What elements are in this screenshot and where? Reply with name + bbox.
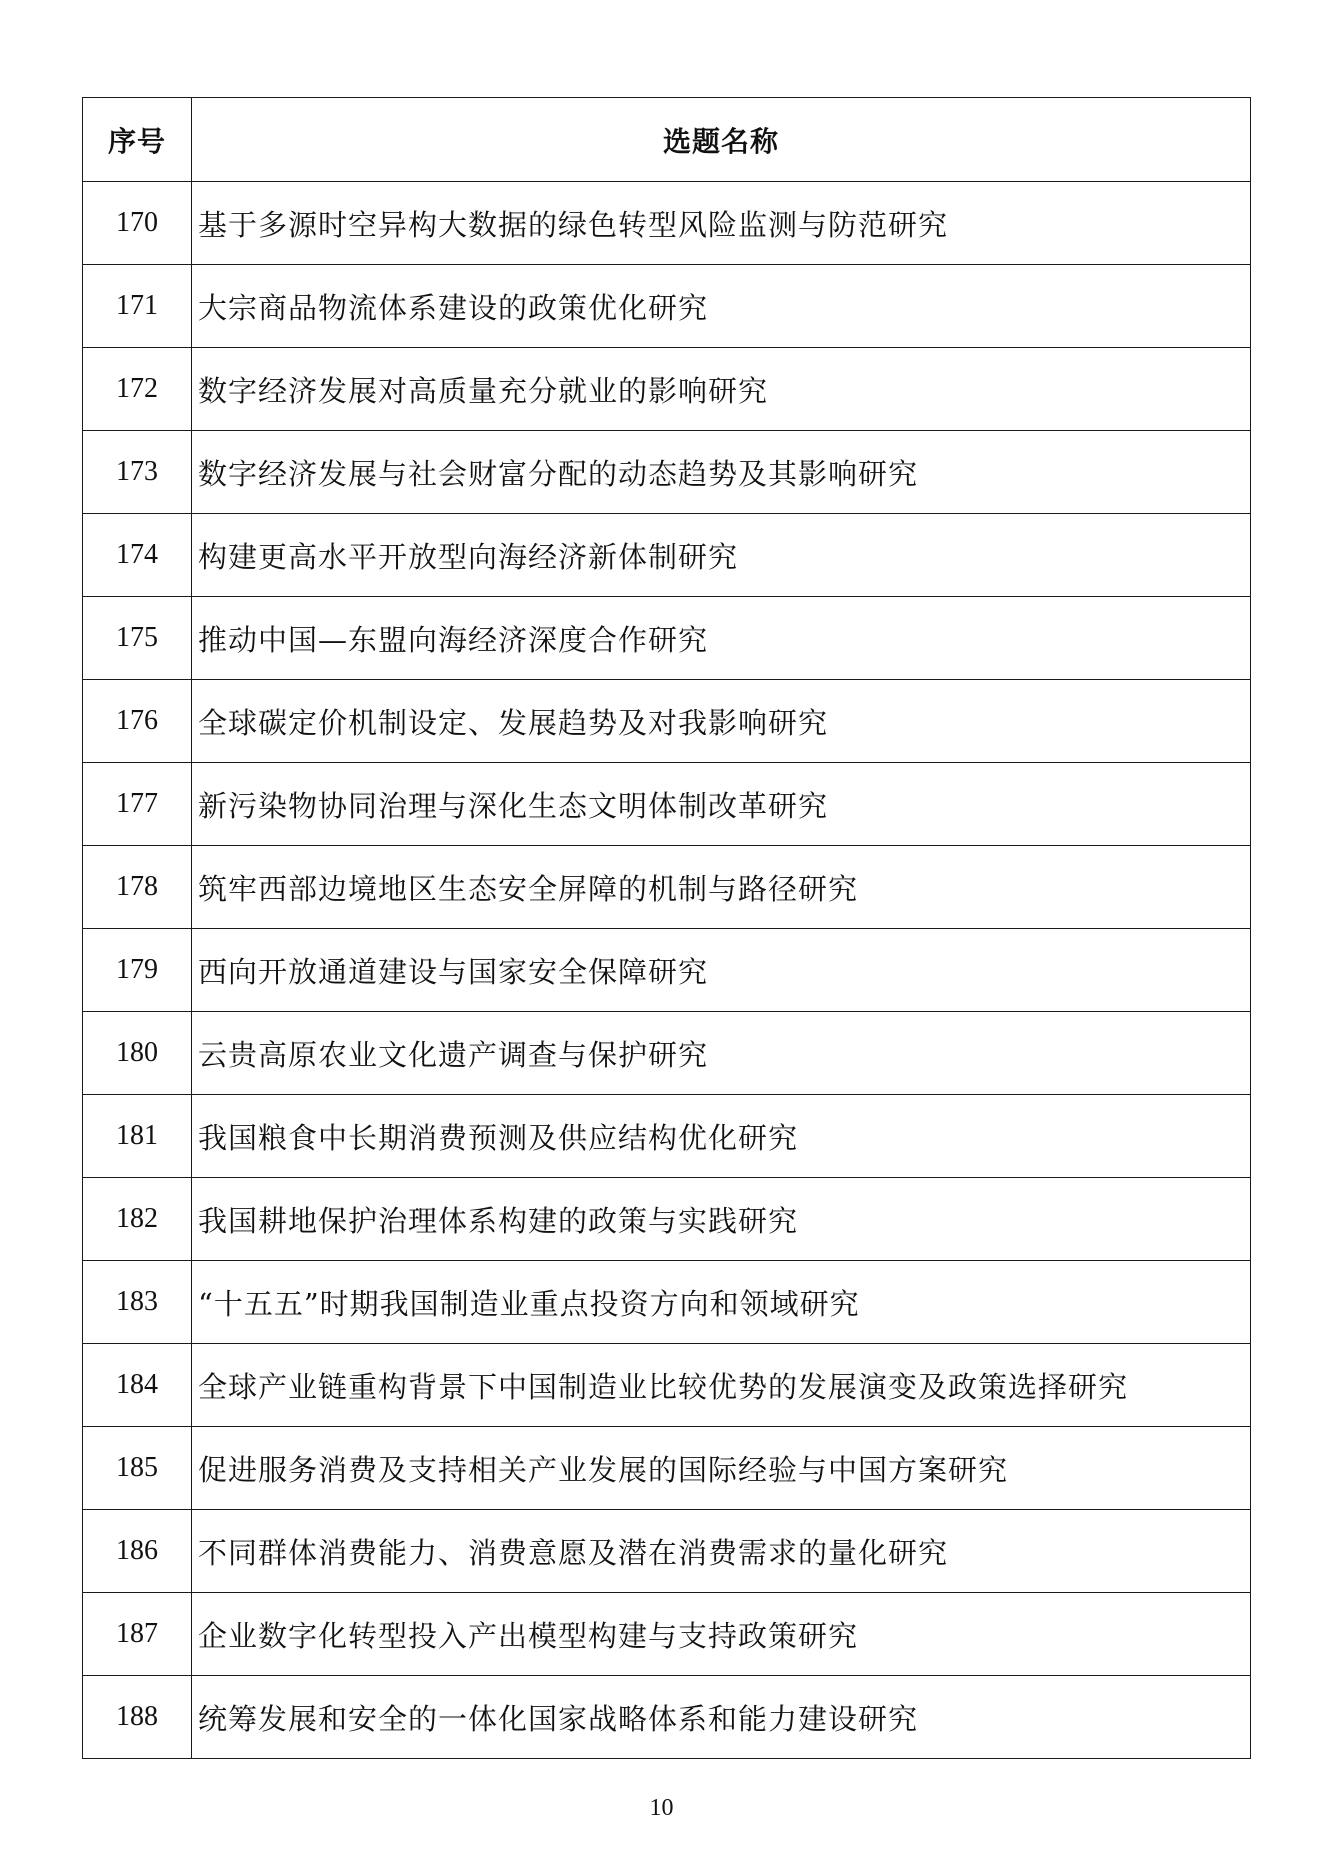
row-title: 构建更高水平开放型向海经济新体制研究 <box>192 514 1251 597</box>
table-row <box>83 763 1251 846</box>
row-title: 筑牢西部边境地区生态安全屏障的机制与路径研究 <box>192 846 1251 929</box>
header-number: 序号 <box>83 98 192 182</box>
table-row <box>83 182 1251 265</box>
row-number: 178 <box>83 846 192 929</box>
row-number: 171 <box>83 265 192 348</box>
table-row <box>83 929 1251 1012</box>
table-row <box>83 1012 1251 1095</box>
table-row <box>83 1095 1251 1178</box>
row-number: 186 <box>83 1510 192 1593</box>
table-row <box>83 1593 1251 1676</box>
row-number: 185 <box>83 1427 192 1510</box>
table-row <box>83 1178 1251 1261</box>
row-number: 184 <box>83 1344 192 1427</box>
row-title: 云贵高原农业文化遗产调查与保护研究 <box>192 1012 1251 1095</box>
table-row <box>83 1676 1251 1759</box>
topics-table <box>82 97 1251 1759</box>
table-row <box>83 431 1251 514</box>
row-title: 促进服务消费及支持相关产业发展的国际经验与中国方案研究 <box>192 1427 1251 1510</box>
table-row <box>83 1427 1251 1510</box>
row-number: 175 <box>83 597 192 680</box>
row-number: 183 <box>83 1261 192 1344</box>
header-title: 选题名称 <box>192 98 1251 182</box>
table-row <box>83 348 1251 431</box>
row-title: 统筹发展和安全的一体化国家战略体系和能力建设研究 <box>192 1676 1251 1759</box>
row-number: 188 <box>83 1676 192 1759</box>
row-number: 170 <box>83 182 192 265</box>
row-title: 基于多源时空异构大数据的绿色转型风险监测与防范研究 <box>192 182 1251 265</box>
table-row <box>83 1344 1251 1427</box>
row-title: 企业数字化转型投入产出模型构建与支持政策研究 <box>192 1593 1251 1676</box>
row-title: 推动中国—东盟向海经济深度合作研究 <box>192 597 1251 680</box>
row-title: 全球碳定价机制设定、发展趋势及对我影响研究 <box>192 680 1251 763</box>
table-row <box>83 1510 1251 1593</box>
row-title: “十五五”时期我国制造业重点投资方向和领域研究 <box>192 1261 1251 1344</box>
row-title: 数字经济发展对高质量充分就业的影响研究 <box>192 348 1251 431</box>
row-number: 180 <box>83 1012 192 1095</box>
row-title: 数字经济发展与社会财富分配的动态趋势及其影响研究 <box>192 431 1251 514</box>
row-number: 187 <box>83 1593 192 1676</box>
row-number: 182 <box>83 1178 192 1261</box>
table-row <box>83 597 1251 680</box>
row-title: 全球产业链重构背景下中国制造业比较优势的发展演变及政策选择研究 <box>192 1344 1251 1427</box>
row-number: 177 <box>83 763 192 846</box>
row-number: 172 <box>83 348 192 431</box>
table-row <box>83 514 1251 597</box>
row-title: 我国粮食中长期消费预测及供应结构优化研究 <box>192 1095 1251 1178</box>
table-row <box>83 846 1251 929</box>
row-title: 我国耕地保护治理体系构建的政策与实践研究 <box>192 1178 1251 1261</box>
row-number: 173 <box>83 431 192 514</box>
page-number: 10 <box>649 1795 674 1821</box>
table-row <box>83 1261 1251 1344</box>
row-title: 不同群体消费能力、消费意愿及潜在消费需求的量化研究 <box>192 1510 1251 1593</box>
table-row <box>83 680 1251 763</box>
row-title: 西向开放通道建设与国家安全保障研究 <box>192 929 1251 1012</box>
row-number: 176 <box>83 680 192 763</box>
table-row <box>83 265 1251 348</box>
table-header-row <box>83 98 1251 182</box>
row-title: 大宗商品物流体系建设的政策优化研究 <box>192 265 1251 348</box>
row-number: 179 <box>83 929 192 1012</box>
row-title: 新污染物协同治理与深化生态文明体制改革研究 <box>192 763 1251 846</box>
row-number: 174 <box>83 514 192 597</box>
row-number: 181 <box>83 1095 192 1178</box>
